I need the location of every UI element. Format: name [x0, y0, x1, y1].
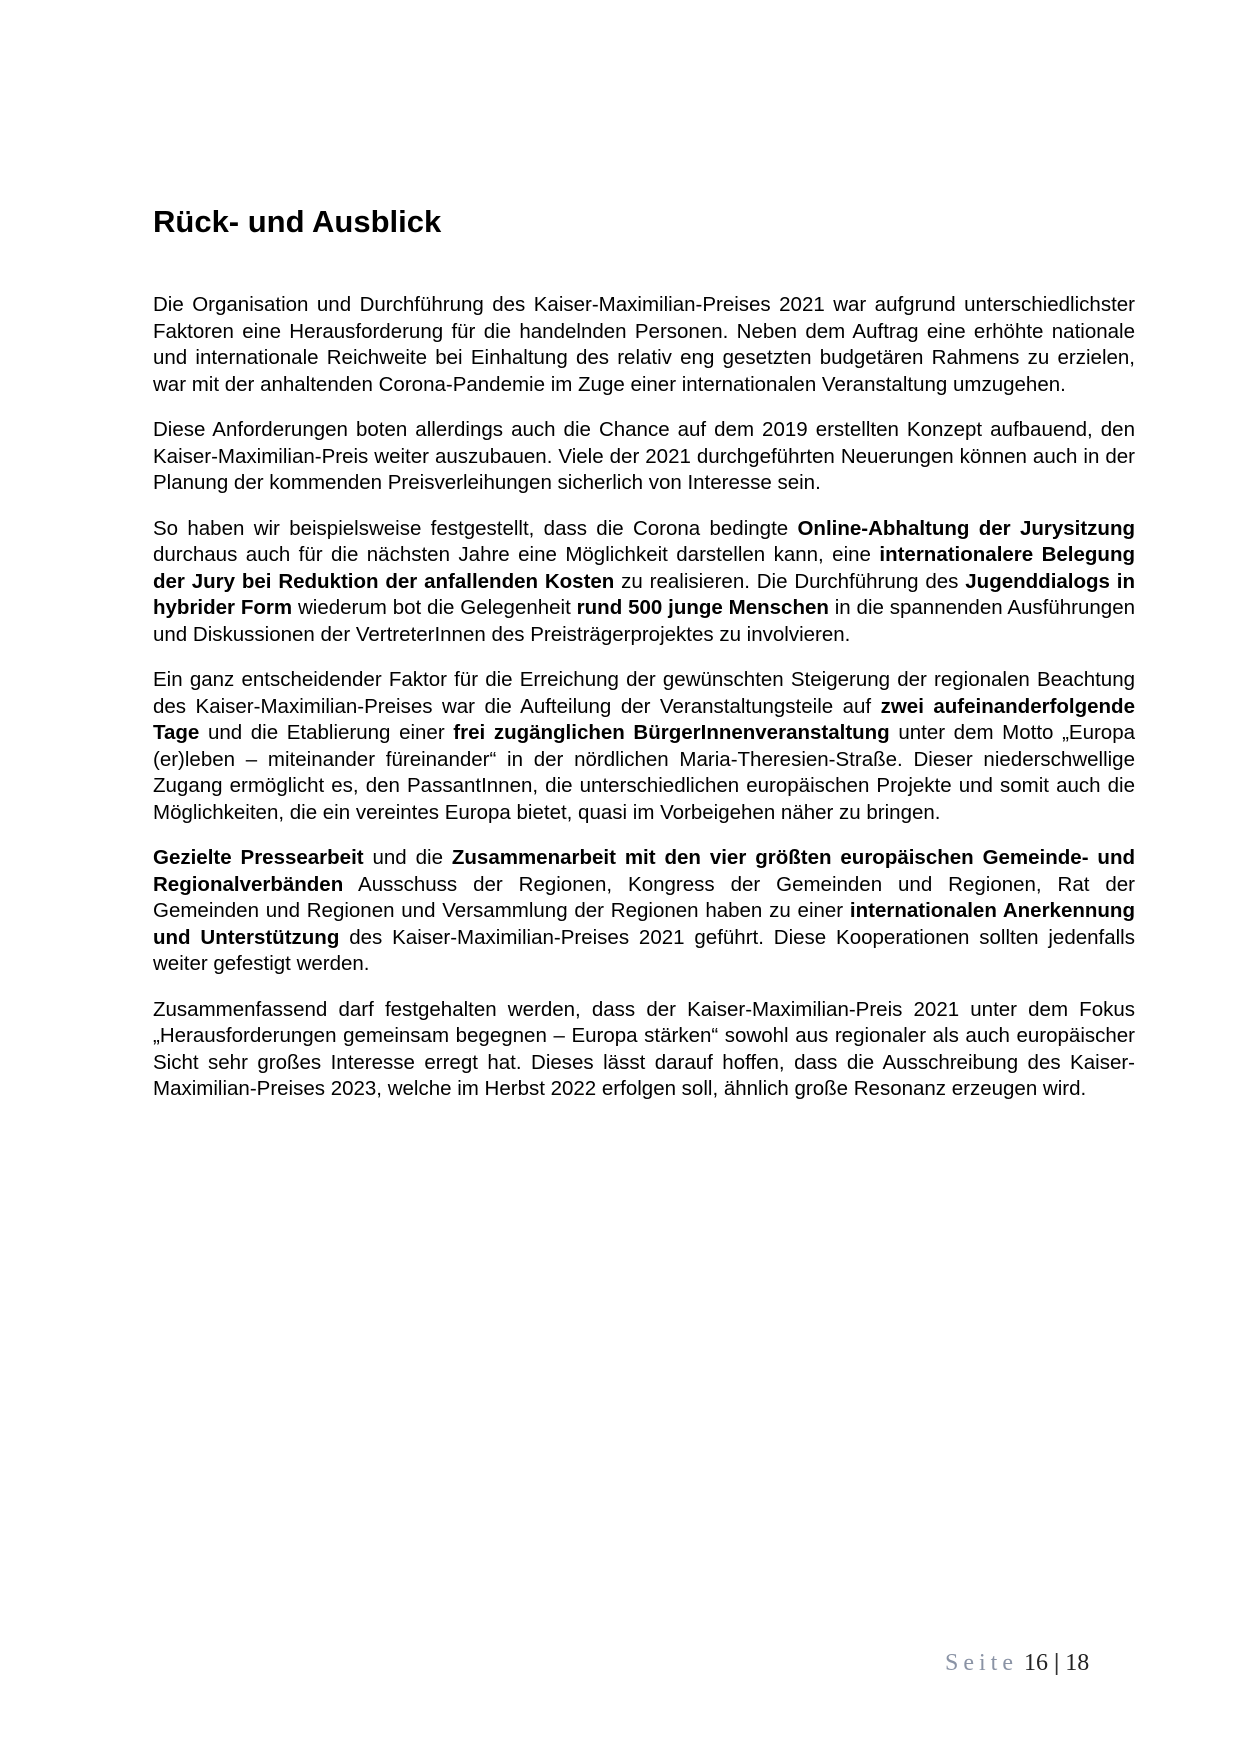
page-label: Seite	[945, 1650, 1018, 1676]
emphasized-text: internationalen Anerkennung und Unterstützung	[153, 899, 1135, 949]
text-run: des Kaiser-Maximilian-Preises 2021 geführt. Diese Kooperationen sollten jedenfalls weiter gefestigt werden.	[153, 925, 1135, 975]
paragraph-1	[153, 292, 1135, 398]
text-run: Zusammenfassend darf festgehalten werden, dass der Kaiser-Maximilian-Preis 2021 unter dem Fokus „Herausforderungen gemeinsam begegnen – Europa stärken“ sowohl aus regionaler als auch europäischer Sicht sehr großes Interesse erregt hat. Dieses lässt darauf hoffen, dass die Ausschreibung des Kaiser-Maximilian-Preises 2023, welche im Herbst 2022 erfolgen soll, ähnlich große Resonanz erzeugen wird.	[153, 997, 1135, 1100]
text-run: Ein ganz entscheidender Faktor für die Erreichung der gewünschten Steigerung der regionalen Beachtung des Kaiser-Maximilian-Preises war die Aufteilung der Veranstaltungsteile auf	[153, 668, 1135, 718]
text-run: und die	[363, 846, 452, 869]
text-run: und die Etablierung einer	[199, 721, 454, 744]
page-separator: |	[1054, 1650, 1060, 1676]
emphasized-text: Online-Abhaltung der Jurysitzung	[797, 516, 1135, 540]
total-pages-number: 18	[1065, 1650, 1090, 1676]
paragraph-4	[153, 667, 1135, 826]
text-run: durchaus auch für die nächsten Jahre eine Möglichkeit darstellen kann, eine	[153, 543, 880, 566]
emphasized-text: Jugenddialogs in hybrider Form	[153, 569, 1135, 619]
text-run: So haben wir beispielsweise festgestellt, dass die Corona bedingte	[153, 516, 798, 540]
text-run: Die Organisation und Durchführung des Kaiser-Maximilian-Preises 2021 war aufgrund unterschiedlichster Faktoren eine Herausforderung für die handelnden Personen. Neben dem Auftrag eine erhöhte nationale und internationale Reichweite bei Einhaltung des relativ eng gesetzten budgetären Rahmens zu erzielen, war mit der anhaltenden Corona-Pandemie im Zuge einer internationalen Veranstaltung umzugehen.	[153, 293, 1135, 396]
emphasized-text: internationalere Belegung der Jury bei Reduktion der anfallenden Kosten	[153, 543, 1135, 593]
paragraph-2	[153, 417, 1135, 497]
text-run: Ausschuss der Regionen, Kongress der Gemeinden und Regionen, Rat der Gemeinden und Regionen und Versammlung der Regionen haben zu einer	[153, 872, 1135, 922]
page-number-footer	[945, 1648, 1105, 1678]
text-run: unter dem Motto „Europa (er)leben – miteinander füreinander“ in der nördlichen Maria-Theresien-Straße. Dieser niederschwellige Zugang ermöglicht es, den PassantInnen, die unterschiedlichen europäischen Projekte und somit auch die Möglichkeiten, die ein vereintes Europa bietet, quasi im Vorbeigehen näher zu bringen.	[153, 721, 1136, 824]
text-run: in die spannenden Ausführungen und Diskussionen der VertreterInnen des Preisträgerprojektes zu involvieren.	[153, 596, 1135, 646]
emphasized-text: rund 500 junge Menschen	[576, 596, 829, 619]
emphasized-text: Zusammenarbeit mit den vier größten europäischen Gemeinde- und Regionalverbänden	[153, 846, 1135, 896]
body-text	[153, 292, 1135, 1122]
text-run: zu realisieren. Die Durchführung des	[614, 569, 966, 593]
current-page-number: 16	[1024, 1650, 1048, 1676]
paragraph-5	[153, 845, 1135, 978]
emphasized-text: zwei aufeinanderfolgende Tage	[153, 694, 1135, 744]
text-run: Diese Anforderungen boten allerdings auch die Chance auf dem 2019 erstellten Konzept aufbauend, den Kaiser-Maximilian-Preis weiter auszubauen. Viele der 2021 durchgeführten Neuerungen können auch in der Planung der kommenden Preisverleihungen sicherlich von Interesse sein.	[153, 418, 1135, 494]
emphasized-text: frei zugänglichen BürgerInnenveranstaltung	[453, 721, 890, 744]
paragraph-3	[153, 516, 1135, 649]
emphasized-text: Gezielte Pressearbeit	[153, 846, 364, 869]
section-heading: Rück- und Ausblick	[153, 204, 442, 239]
text-run: wiederum bot die Gelegenheit	[292, 596, 577, 619]
paragraph-6	[153, 997, 1135, 1103]
